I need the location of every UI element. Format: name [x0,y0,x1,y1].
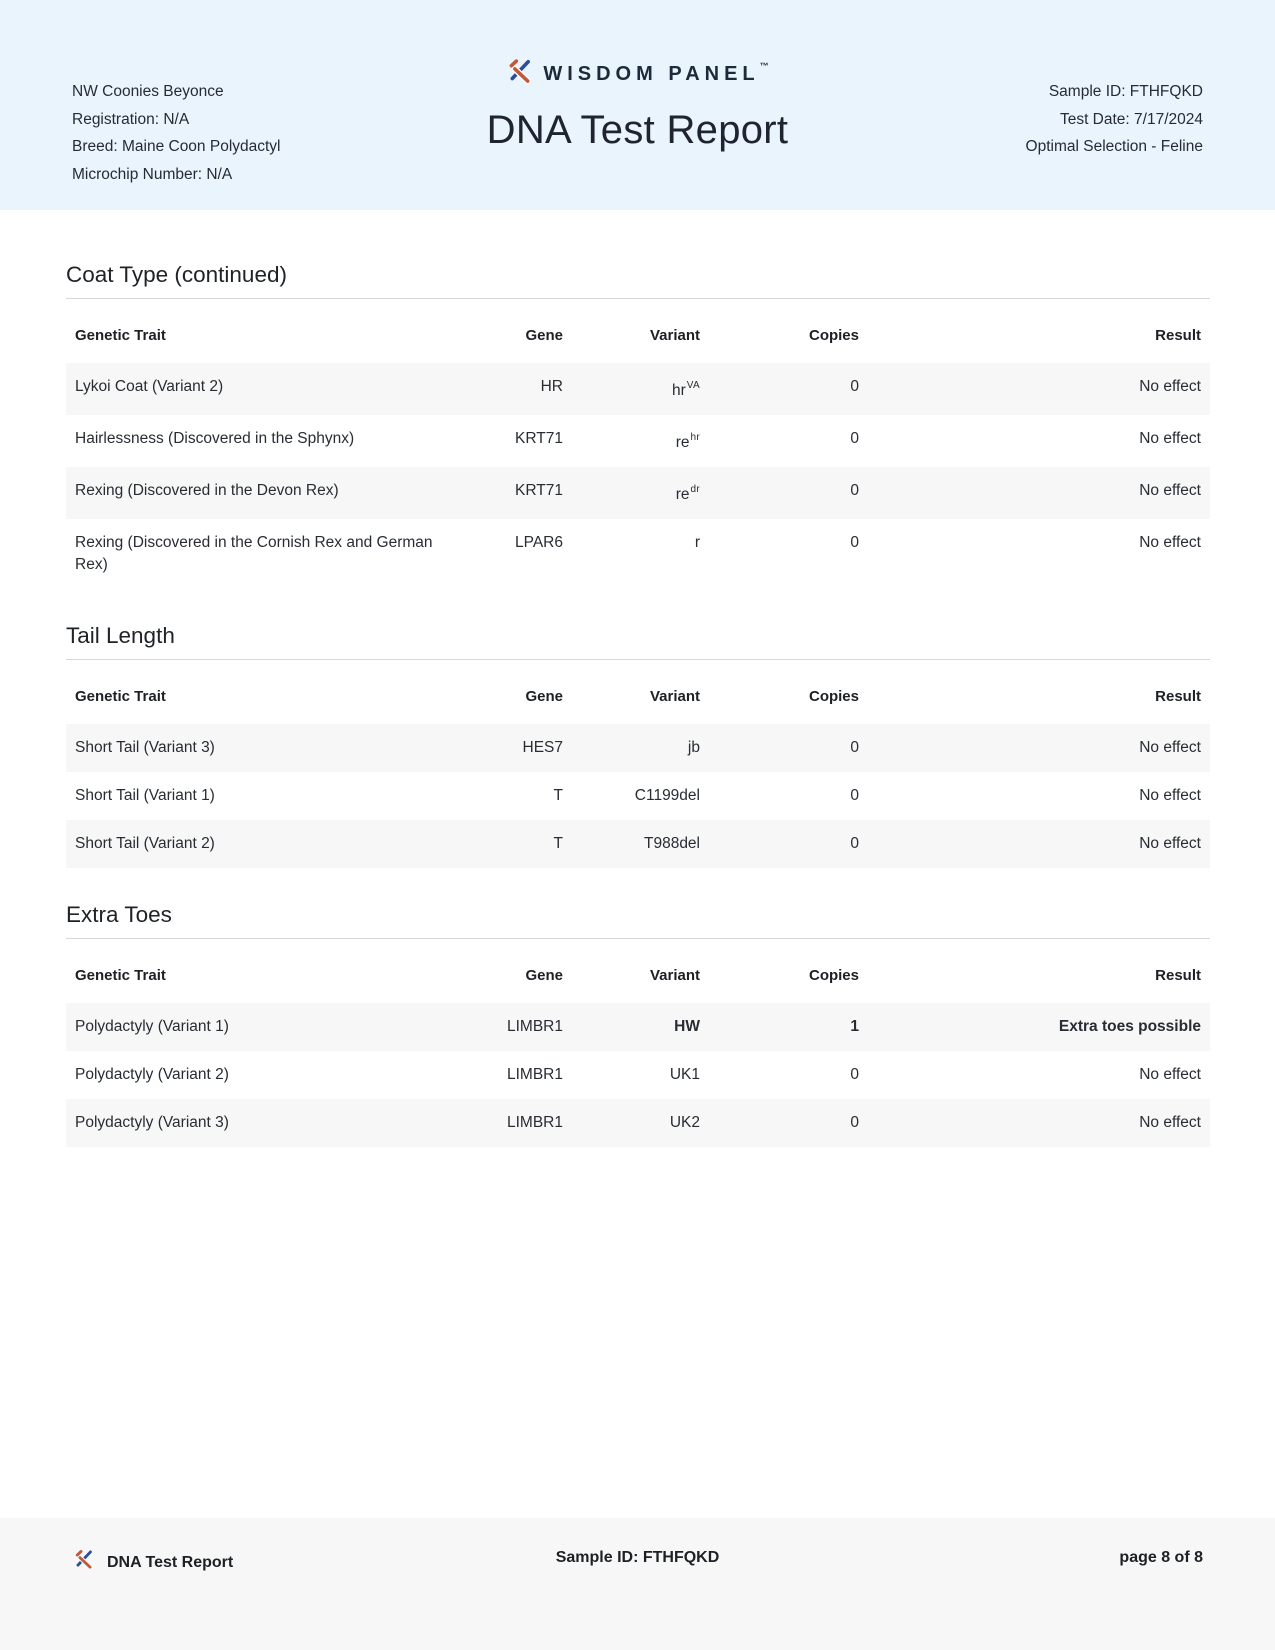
column-gene: Gene [525,327,563,344]
section-heading: Coat Type (continued) [66,262,287,287]
trait-cell: Short Tail (Variant 1) [75,787,215,805]
column-result: Result [1155,688,1201,706]
section-heading: Extra Toes [66,902,172,928]
page-title: DNA Test Report [486,108,789,152]
table-row [66,519,1210,589]
table-row [66,415,1210,467]
column-gene: Gene [525,967,563,985]
variant-cell [563,1112,700,1134]
trait-cell: Rexing (Discovered in the Devon Rex) [75,482,339,500]
footer-sample-id: Sample ID: FTHFQKD [555,1549,720,1566]
brand-column [432,0,843,210]
result-cell: No effect [1139,534,1201,552]
copies-cell: 0 [850,378,859,395]
column-variant: Variant [649,688,700,706]
copies-cell: 0 [850,430,859,448]
variant-base: T988del [643,835,700,853]
variant-base: C1199del [634,787,700,805]
pet-microchip: Microchip Number: N/A [72,165,233,183]
result-cell: No effect [1139,1114,1201,1132]
variant-base: HW [674,1018,700,1036]
dna-helix-icon [506,58,534,91]
coat-type-table-body [66,363,1210,589]
sample-info-block [843,0,1203,210]
column-copies: Copies [808,688,859,706]
result-cell: No effect [1139,430,1201,448]
gene-cell: T [553,787,563,805]
result-cell: No effect [1139,482,1201,500]
copies-cell: 0 [850,787,859,805]
gene-cell: LIMBR1 [507,1114,563,1132]
pet-info-block [72,0,432,210]
table-header-row [66,939,1210,1003]
footer-brand [73,1549,233,1576]
variant-cell [563,1016,700,1038]
variant-base: UK2 [669,1114,700,1132]
report-header [0,0,1275,210]
section-tail-length [66,621,1210,868]
result-cell: No effect [1139,835,1201,853]
column-variant: Variant [649,967,700,985]
table-row [66,724,1210,772]
section-coat-type [66,260,1210,589]
variant-cell [563,1064,700,1086]
gene-cell: KRT71 [515,482,563,500]
variant-superscript: VA [686,380,700,391]
report-footer [0,1518,1275,1650]
variant-cell [563,833,700,855]
variant-cell [563,480,700,506]
variant-superscript: dr [690,484,700,496]
result-cell: No effect [1139,787,1201,805]
footer-page-number: page 8 of 8 [1119,1549,1203,1566]
copies-cell: 0 [850,1066,859,1084]
pet-registration: Registration: N/A [72,110,190,128]
trait-cell: Polydactyly (Variant 1) [75,1018,229,1036]
column-variant: Variant [649,327,700,344]
variant-superscript: hr [690,432,700,444]
table-row [66,1003,1210,1051]
sample-id: Sample ID: FTHFQKD [1048,83,1203,100]
report-body [0,260,1275,1147]
copies-cell: 0 [850,534,859,552]
pet-name: NW Coonies Beyonce [72,83,224,100]
variant-base: jb [687,739,700,757]
trait-cell: Polydactyly (Variant 3) [75,1114,229,1132]
variant-base: re [675,434,690,452]
copies-cell: 1 [850,1018,859,1036]
column-genetic-trait: Genetic Trait [75,967,166,985]
column-copies: Copies [808,967,859,985]
column-genetic-trait: Genetic Trait [75,327,166,344]
footer-title: DNA Test Report [107,1553,234,1571]
tail-length-table-body [66,724,1210,868]
copies-cell: 0 [850,482,859,500]
gene-cell: LIMBR1 [507,1066,563,1084]
variant-cell [563,428,700,454]
trait-cell: Short Tail (Variant 2) [75,835,215,853]
variant-base: re [675,486,690,504]
brand-name: WISDOM PANEL [543,63,760,85]
table-row [66,1051,1210,1099]
column-result: Result [1155,327,1201,344]
copies-cell: 0 [850,835,859,853]
brand-wordmark [543,63,768,86]
trait-cell: Polydactyly (Variant 2) [75,1066,229,1084]
brand-row [432,58,843,91]
variant-base: hr [672,382,686,400]
result-cell: Extra toes possible [1058,1018,1201,1036]
result-cell: No effect [1139,739,1201,757]
column-result: Result [1155,967,1201,985]
result-cell: No effect [1139,1066,1201,1084]
column-genetic-trait: Genetic Trait [75,688,166,706]
variant-cell [563,737,700,759]
variant-cell [563,785,700,807]
trait-cell: Lykoi Coat (Variant 2) [75,378,224,395]
variant-base: UK1 [669,1066,700,1084]
brand-trademark: ™ [759,61,769,71]
trait-cell: Rexing (Discovered in the Cornish Rex and German Rex) [75,534,433,574]
product-name: Optimal Selection - Feline [1025,138,1203,155]
test-date: Test Date: 7/17/2024 [1059,110,1203,128]
table-row [66,820,1210,868]
table-header-row [66,299,1210,363]
result-cell: No effect [1139,378,1201,395]
column-gene: Gene [525,688,563,706]
copies-cell: 0 [850,1114,859,1132]
table-row [66,1099,1210,1147]
gene-cell: HR [540,378,563,395]
gene-cell: T [553,835,563,853]
table-row [66,467,1210,519]
trait-cell: Short Tail (Variant 3) [75,739,215,757]
gene-cell: LIMBR1 [507,1018,563,1036]
variant-base: r [694,534,700,552]
gene-cell: LPAR6 [515,534,563,552]
variant-cell [563,376,700,402]
dna-helix-icon [73,1549,95,1576]
gene-cell: HES7 [522,739,563,757]
variant-cell [563,532,700,576]
copies-cell: 0 [850,739,859,757]
table-row [66,363,1210,415]
pet-breed: Breed: Maine Coon Polydactyl [72,138,281,155]
table-row [66,772,1210,820]
column-copies: Copies [808,327,859,344]
trait-cell: Hairlessness (Discovered in the Sphynx) [75,430,355,448]
section-heading: Tail Length [66,623,175,649]
table-header-row [66,660,1210,724]
section-extra-toes [66,900,1210,1147]
extra-toes-table-body [66,1003,1210,1147]
gene-cell: KRT71 [515,430,563,448]
